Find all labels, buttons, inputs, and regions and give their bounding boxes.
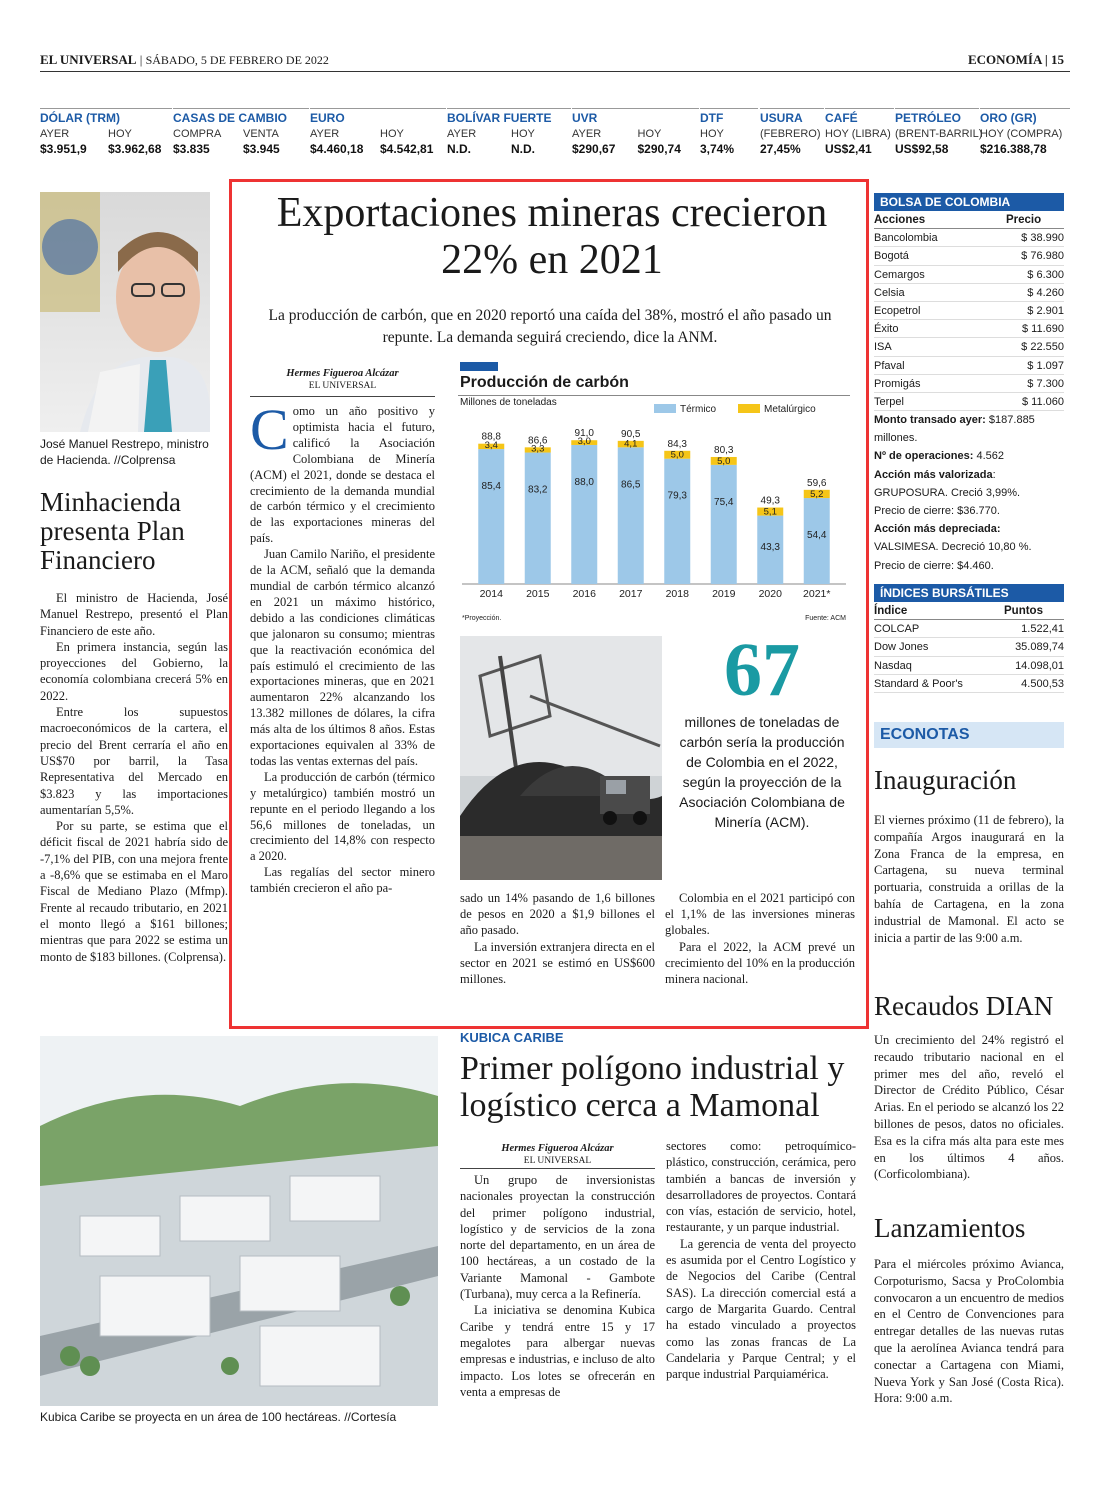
- data-label-termico: 86,5: [621, 479, 641, 491]
- table-row: [874, 229, 1064, 247]
- market-indicator: [173, 108, 309, 166]
- byline-rule: [460, 1168, 655, 1169]
- market-value: $290,67: [572, 142, 616, 156]
- data-label-metalurgico: 5,2: [810, 489, 824, 501]
- data-label-total: 59,6: [807, 477, 827, 489]
- row-name: Terpel: [874, 395, 904, 408]
- minister-photo-caption: José Manuel Restrepo, ministro de Hacienda. //Colprensa: [40, 437, 209, 467]
- row-value: 14.098,01: [1015, 659, 1064, 672]
- market-label: EURO: [310, 108, 446, 126]
- table-row: [874, 620, 1064, 638]
- market-sublabel: HOY: [700, 128, 724, 140]
- econotas-title: ECONOTAS: [880, 726, 970, 743]
- market-sublabel: (BRENT-BARRIL): [895, 128, 983, 140]
- top-rule: [40, 71, 1070, 72]
- left-paragraph: El ministro de Hacienda, José Manuel Restrepo, presentó el Plan Financiero de este año.: [40, 591, 228, 638]
- table-row: [874, 320, 1064, 338]
- row-name: Celsia: [874, 286, 905, 299]
- coal-production-chart: [458, 396, 850, 626]
- market-sublabel: AYER: [447, 128, 477, 140]
- x-tick-label: 2018: [665, 588, 689, 600]
- table-row: [874, 338, 1064, 356]
- market-label: DTF: [700, 108, 758, 126]
- row-name: Promigás: [874, 377, 921, 390]
- chart-footnote: *Proyección.: [462, 615, 502, 622]
- market-value: $216.388,78: [980, 142, 1047, 156]
- row-value: $ 6.300: [1027, 268, 1064, 281]
- x-tick-label: 2015: [526, 588, 550, 600]
- masthead: EL UNIVERSAL: [40, 52, 137, 67]
- market-value: $3.951,9: [40, 142, 87, 156]
- section-name: ECONOMÍA: [967, 52, 1042, 67]
- chart-frame: [458, 395, 850, 625]
- legend-swatch-termico: [654, 404, 676, 413]
- row-name: Nasdaq: [874, 659, 912, 672]
- kubica-photo-caption: Kubica Caribe se proyecta en un área de 100 hectáreas. //Cortesía: [40, 1410, 397, 1424]
- kubica-paragraph: Un grupo de inversionistas nacionales proyectan la construcción del primer polígono industrial, logístico y de servicios de la zona norte del departamento, en un área de 100 hectáreas, a un costado de la Variante Mamonal - Gambote (Turbana), muy cerca a la Refinería.: [460, 1173, 655, 1302]
- kubica-byline: [460, 1143, 655, 1167]
- x-tick-label: 2017: [619, 588, 643, 600]
- main-paragraph: La producción de carbón (térmico y metalúrgico) también mostró un repunte en el periodo llegando a los 56,6 millones de toneladas, un crecimiento del 14,8% con respecto a 2020.: [250, 769, 435, 864]
- kubica-paragraph: La gerencia de venta del proyecto es asumida por el Centro Logístico y de Negocios del Caribe (Central SAS). La dirección comercial está a cargo de Margarita Guardo. Central ha estado vinculado a proyectos como las zonas francas de La Candelaria y Parque Central; y el parque industrial Parquiamérica.: [666, 1236, 856, 1382]
- chart-source: Fuente: ACM: [805, 615, 846, 622]
- row-value: $ 22.550: [1021, 341, 1064, 354]
- data-label-total: 88,8: [481, 431, 501, 443]
- min-close: Precio de cierre: $4.460.: [874, 559, 994, 572]
- econota-text: El viernes próximo (11 de febrero), la compañía Argos inaugurará en la Zona Franca de la empresa, en Cartagena, su nueva terminal portuaria, construida a orillas de la bahía de Cartagena, en la zona industrial de Mamonal. El acto se inicia a partir de las 9:00 a.m.: [874, 813, 1064, 945]
- monto-value: $187.885 millones.: [874, 414, 1035, 445]
- market-value: 3,74%: [700, 142, 735, 156]
- market-value: $3.835: [173, 142, 210, 156]
- main-paragraph: Colombia en el 2021 participó con el 1,1% de las inversiones mineras globales.: [665, 891, 855, 938]
- left-story-body: [40, 590, 228, 1000]
- table-row: [874, 375, 1064, 393]
- indices-title: ÍNDICES BURSÁTILES: [874, 584, 1064, 602]
- industrial-park-render-image: [40, 1036, 438, 1406]
- data-label-metalurgico: 3,4: [484, 440, 498, 452]
- econota-headline: Lanzamientos: [874, 1213, 1026, 1243]
- data-label-total: 80,3: [714, 444, 734, 456]
- ops-value: 4.562: [976, 450, 1004, 463]
- row-name: Ecopetrol: [874, 304, 921, 317]
- main-headline: Exportaciones mineras crecieron 22% en 2021: [276, 190, 828, 283]
- kubica-paragraph: La iniciativa se denomina Kubica Caribe y tendrá entre 15 y 17 megalotes para albergar nuevas empresas e industrias, e incluso de alto impacto. Los lotes se ofrecerán en venta a empresas de: [460, 1303, 655, 1399]
- main-paragraph: omo un año positivo y optimista hacia el futuro, calificó la Asociación Colombiana de Minería (ACM) el 2021, donde se destaca el crecimiento de la demanda mundial de carbón térmico y el crecimiento de las exportaciones mineras del país.: [250, 404, 435, 546]
- table-row: [874, 638, 1064, 656]
- market-value: N.D.: [511, 142, 535, 156]
- market-label: CAFÉ: [825, 108, 894, 126]
- row-value: $ 2.901: [1027, 304, 1064, 317]
- econota-headline: Recaudos DIAN: [874, 991, 1054, 1021]
- indices-col-a: Índice: [874, 605, 908, 617]
- row-name: Cemargos: [874, 268, 925, 281]
- issue-date: SÁBADO, 5 DE FEBRERO DE 2022: [145, 53, 329, 67]
- max-close: Precio de cierre: $36.770.: [874, 505, 1000, 518]
- row-name: Éxito: [874, 323, 899, 336]
- byline-outlet: EL UNIVERSAL: [308, 381, 377, 391]
- bolsa-col-b: Precio: [1006, 214, 1042, 226]
- kubica-kicker: KUBICA CARIBE: [460, 1030, 564, 1045]
- market-value: 27,45%: [760, 142, 801, 156]
- mine-photo: [460, 636, 662, 880]
- data-label-termico: 83,2: [528, 484, 548, 496]
- market-indicator: [572, 108, 699, 166]
- row-value: $ 4.260: [1027, 286, 1064, 299]
- market-value: $3.962,68: [108, 142, 162, 156]
- min-text: VALSIMESA. Decreció 10,80 %.: [874, 541, 1032, 554]
- chart-title: Producción de carbón: [460, 374, 629, 391]
- left-paragraph: En primera instancia, según las proyecciones del Gobierno, la economía colombiana crecerá 5% en 2022.: [40, 639, 228, 703]
- bar-termico: [571, 445, 597, 584]
- data-label-total: 90,5: [621, 428, 641, 440]
- bolsa-summary: [874, 411, 1064, 575]
- market-indicator: [825, 108, 894, 166]
- table-row: [874, 675, 1064, 693]
- legend-label-termico: Térmico: [680, 404, 717, 415]
- indices-rows: [874, 620, 1064, 693]
- chart-accent-bar: [460, 362, 498, 371]
- stat-text: millones de toneladas de carbón sería la producción de Colombia en el 2022, según la proyección de la Asociación Colombiana de Minería (ACM).: [679, 714, 845, 830]
- market-sublabel: AYER: [40, 128, 70, 140]
- market-sublabel: HOY (COMPRA): [980, 128, 1063, 140]
- main-byline: [250, 368, 435, 392]
- data-label-termico: 88,0: [574, 476, 594, 488]
- row-value: 35.089,74: [1015, 641, 1064, 654]
- max-label: Acción más valorizada:: [874, 468, 996, 481]
- minister-photo: [40, 192, 210, 432]
- section-label: ECONOMÍA | 15: [967, 52, 1064, 67]
- market-value: $4.542,81: [380, 142, 434, 156]
- market-value: US$92,58: [895, 142, 949, 156]
- bar-termico: [664, 459, 690, 584]
- data-label-termico: 43,3: [760, 541, 780, 553]
- main-paragraph: Para el 2022, la ACM prevé un crecimiento del 10% en la producción minera nacional.: [665, 939, 855, 987]
- market-indicator: [310, 108, 446, 166]
- row-name: Bogotá: [874, 250, 909, 263]
- market-indicator: [895, 108, 983, 166]
- data-label-metalurgico: 5,1: [763, 506, 777, 518]
- table-row: [874, 357, 1064, 375]
- kubica-col2: [666, 1138, 856, 1428]
- row-name: Pfaval: [874, 359, 905, 372]
- byline-rule: [250, 396, 435, 397]
- row-value: $ 7.300: [1027, 377, 1064, 390]
- kubica-col1: [460, 1172, 655, 1427]
- market-label: BOLÍVAR FUERTE: [447, 108, 571, 126]
- left-headline: Minhacienda presenta Plan Financiero: [40, 487, 185, 575]
- kubica-headline: Primer polígono industrial y logístico cerca a Mamonal: [460, 1050, 845, 1124]
- bolsa-header-row: [874, 211, 1064, 229]
- x-tick-label: 2016: [572, 588, 596, 600]
- bolsa-rows: [874, 229, 1064, 411]
- legend-swatch-metalurgico: [738, 404, 760, 413]
- market-sublabel: HOY: [108, 128, 132, 140]
- market-label: UVR: [572, 108, 699, 126]
- market-sublabel: AYER: [310, 128, 340, 140]
- data-label-termico: 79,3: [667, 490, 687, 502]
- max-text: GRUPOSURA. Creció 3,99%.: [874, 486, 1021, 499]
- table-row: [874, 302, 1064, 320]
- market-sublabel: HOY: [511, 128, 535, 140]
- bolsa-col-a: Acciones: [874, 214, 926, 226]
- table-row: [874, 393, 1064, 411]
- x-tick-label: 2019: [712, 588, 736, 600]
- data-label-metalurgico: 4,1: [624, 438, 638, 450]
- monto-label: Monto transado ayer:: [874, 414, 986, 427]
- data-label-metalurgico: 3,3: [531, 443, 545, 455]
- market-indicator: [447, 108, 571, 166]
- market-sublabel: HOY: [380, 128, 404, 140]
- chart-subtitle: Millones de toneladas: [460, 397, 557, 408]
- table-row: [874, 266, 1064, 284]
- market-sublabel: (FEBRERO): [760, 128, 821, 140]
- data-label-termico: 54,4: [807, 530, 827, 542]
- market-sublabel: HOY (LIBRA): [825, 128, 891, 140]
- indices-header-row: [874, 602, 1064, 620]
- main-paragraph: Las regalías del sector minero también crecieron el año pa-: [250, 865, 435, 896]
- indices-panel: [874, 584, 1064, 693]
- row-value: 1.522,41: [1021, 623, 1064, 636]
- stat-number: 67: [724, 628, 800, 712]
- data-label-total: 49,3: [760, 495, 780, 507]
- market-value: $4.460,18: [310, 142, 364, 156]
- kubica-render: [40, 1036, 438, 1406]
- data-label-total: 86,6: [528, 435, 548, 447]
- data-label-metalurgico: 5,0: [717, 455, 731, 467]
- main-paragraph: La inversión extranjera directa en el sector en 2021 se estimó en US$600 millones.: [460, 939, 655, 987]
- row-value: $ 1.097: [1027, 359, 1064, 372]
- row-name: ISA: [874, 341, 892, 354]
- data-label-metalurgico: 3,0: [577, 435, 591, 447]
- econota-text: Para el miércoles próximo Avianca, Corpoturismo, Sacsa y ProColombia convocaron a un encuentro de medios en el Centro de Convenciones para entregar detalles de las nuevas rutas que la aerolínea Avianca tendrá para conectar a Cartagena con Miami, Nueva York y San José (Costa Rica). Hora: 9:00 a.m.: [874, 1257, 1064, 1406]
- data-label-termico: 75,4: [714, 496, 734, 508]
- row-name: Standard & Poor's: [874, 677, 963, 690]
- table-row: [874, 247, 1064, 265]
- row-value: $ 76.980: [1021, 250, 1064, 263]
- market-indicator: [760, 108, 824, 166]
- x-tick-label: 2014: [479, 588, 503, 600]
- bar-termico: [618, 447, 644, 584]
- row-value: $ 11.060: [1021, 395, 1064, 408]
- bolsa-title: BOLSA DE COLOMBIA: [874, 193, 1064, 211]
- kubica-paragraph: sectores como: petroquímico-plástico, construcción, cerámica, pero también a bancas de inversión y desarrolladores de proyectos. Contará con vías, estación de servicio, hotel, restaurante, y un parque industrial.: [666, 1139, 856, 1235]
- econota-headline: Inauguración: [874, 765, 1017, 795]
- market-indicator: [40, 108, 172, 166]
- market-indicator: [980, 108, 1070, 166]
- data-label-total: 91,0: [574, 428, 594, 440]
- drop-cap: C: [250, 404, 289, 462]
- market-label: CASAS DE CAMBIO: [173, 108, 309, 126]
- market-label: USURA: [760, 108, 824, 126]
- data-label-total: 84,3: [667, 438, 687, 450]
- market-label: PETRÓLEO: [895, 108, 979, 126]
- x-tick-label: 2021*: [803, 588, 831, 600]
- table-row: [874, 284, 1064, 302]
- masthead-line: EL UNIVERSAL | SÁBADO, 5 DE FEBRERO DE 2022: [40, 52, 329, 67]
- bar-termico: [478, 449, 504, 584]
- row-value: 4.500,53: [1021, 677, 1064, 690]
- market-value: $3.945: [243, 142, 280, 156]
- main-col3: [665, 890, 855, 987]
- page-number: 15: [1051, 52, 1064, 67]
- main-col1: [250, 404, 435, 1000]
- bolsa-panel: [874, 193, 1064, 575]
- main-paragraph: Juan Camilo Nariño, el presidente de la ACM, señaló que la demanda mundial de carbón térmico alcanzó en 2021 un máximo histórico, debido a las condiciones climáticas que jalonaron su consumo; mientras que la reactivación económica del país estimuló el crecimiento de las exportaciones mineras, que en 2021 aumentaron 22% alcanzando los 13.382 millones de dólares, la cifra más alta de los últimos 8 años. Estas exportaciones equivalen al 33% de todas las ventas externas del país.: [250, 547, 435, 768]
- market-indicator: [700, 108, 758, 166]
- left-paragraph: Entre los supuestos macroeconómicos de la cartera, el precio del Brent cerraría el año en US$70 por barril, la Tasa Representativa del Mercado en $3.823 y las importaciones aumentarían 5,5%.: [40, 705, 228, 817]
- min-label: Acción más depreciada:: [874, 523, 1001, 536]
- x-tick-label: 2020: [758, 588, 782, 600]
- econotas-header: [874, 722, 1064, 748]
- byline-outlet: EL UNIVERSAL: [523, 1156, 592, 1166]
- market-sublabel: AYER: [572, 128, 602, 140]
- bar-termico: [525, 453, 551, 584]
- byline-name: Hermes Figueroa Alcázar: [501, 1143, 614, 1154]
- coal-mine-image: [460, 636, 662, 880]
- market-value: $290,74: [637, 142, 681, 156]
- main-dek: La producción de carbón, que en 2020 reportó una caída del 38%, mostró el año pasado un repunte. La demanda seguirá creciendo, dice la ANM.: [268, 307, 832, 346]
- row-name: Bancolombia: [874, 232, 938, 245]
- row-value: $ 11.690: [1021, 323, 1064, 336]
- market-sublabel: HOY: [637, 128, 662, 140]
- ops-label: Nº de operaciones:: [874, 450, 974, 463]
- market-label: ORO (GR): [980, 108, 1070, 126]
- market-sublabel: VENTA: [243, 128, 279, 140]
- bar-termico: [711, 465, 737, 584]
- table-row: [874, 657, 1064, 675]
- minister-portrait-image: [40, 192, 210, 432]
- row-name: COLCAP: [874, 623, 920, 636]
- market-value: N.D.: [447, 142, 471, 156]
- row-name: Dow Jones: [874, 641, 929, 654]
- main-col2: [460, 890, 655, 987]
- data-label-metalurgico: 5,0: [670, 449, 684, 461]
- main-paragraph: sado un 14% pasando de 1,6 billones de pesos en 2020 a $1,9 billones el año pasado.: [460, 891, 655, 938]
- indices-col-b: Puntos: [1004, 605, 1043, 617]
- data-label-termico: 85,4: [481, 481, 501, 493]
- left-paragraph: Por su parte, se estima que el déficit fiscal de 2021 habría sido de -7,1% del PIB, con una mejora frente a -8,6% que se estimaba en el Maro Fiscal de Mediano Plazo (Mfmp). Frente al recaudo tributario, en 2021 el monto llegó a $161 billones; mientras que para 2022 se estima un monto de $183 billones. (Colprensa).: [40, 819, 228, 964]
- legend-label-metalurgico: Metalúrgico: [764, 404, 816, 415]
- row-value: $ 38.990: [1021, 232, 1064, 245]
- market-label: DÓLAR (TRM): [40, 108, 172, 126]
- byline-name: Hermes Figueroa Alcázar: [286, 368, 399, 379]
- market-sublabel: COMPRA: [173, 128, 222, 140]
- market-value: US$2,41: [825, 142, 872, 156]
- econota-text: Un crecimiento del 24% registró el recaudo tributario nacional en el primer mes del año, reveló el Director de Crédito Público, César Arias. En el periodo se alcanzó los 22 billones de pesos, datos no oficiales. Esa es la cifra más alta para este mes en los últimos 4 años. (Corficolombiana).: [874, 1033, 1064, 1182]
